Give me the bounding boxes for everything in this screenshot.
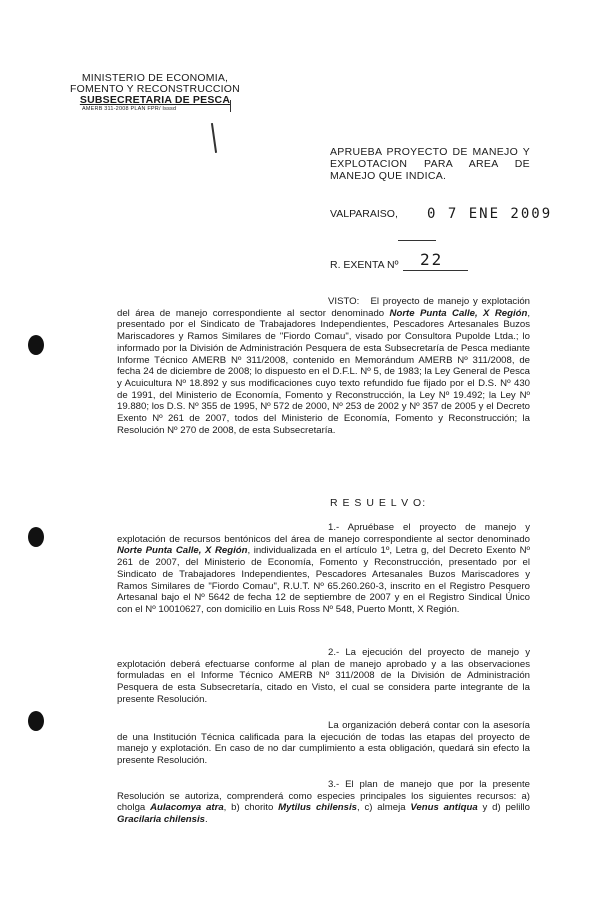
visto-text: El proyecto de manejo y explotación del área de manejo correspondiente al sector denominado	[117, 296, 531, 319]
article-3-text: 3.- El plan de manejo que por la presente Resolución se autoriza, comprenderá como especies principales los siguientes recursos: a) cholga	[117, 779, 530, 814]
article-3	[117, 779, 530, 826]
visto-text-cont: , presentado por el Sindicato de Trabajadores Independientes, Pescadores Artesanales Buzos Mariscadores y Ramos Similares de "Fiordo Comau", visado por Consultora Pupolde Ltda.; lo informado por la División de Administración Pesquera de esta Subsecretaría de Pesca mediante Informe Técnico AMERB Nº 311/2008, contenido en Memorándum AMERB Nº 311/2008, de fecha 24 de diciembre de 2008; lo dispuesto en el D.F.L. Nº 5, de 1983; la Ley General de Pesca y Acuicultura Nº 18.892 y sus modificaciones cuyo texto refundido fue fijado por el D.S. Nº 430 de 1991, del Ministerio de Economía, Fomento y Reconstrucción, la Ley Nº 19.492; la Ley Nº 19.880; los D.S. Nº 355 de 1995, Nº 572 de 2000, Nº 253 de 2002 y Nº 357 de 2005 y el Decreto Exento Nº 261 de 2007, todos del Ministerio de Economía, Fomento y Reconstrucción; la Resolución Nº 270 de 2008, de esta Subsecretaría.	[117, 307, 530, 436]
pen-mark	[211, 123, 217, 153]
visto-label: VISTO:	[328, 296, 360, 307]
organization-paragraph: La organización deberá contar con la asesoría de una Institución Técnica calificada para la ejecución de todas las etapas del proyecto de manejo y explotación. En caso de no dar cumplimiento a esta obligación, quedará sin efecto la presente Resolución.	[117, 720, 530, 767]
article-1-text: 1.- Apruébase el proyecto de manejo y explotación de recursos bentónicos del área de manejo correspondiente al sector denominado	[117, 522, 530, 545]
species-name: Gracilaria chilensis	[117, 814, 205, 826]
sector-name: Norte Punta Calle, X Región	[117, 545, 248, 557]
species-name: Aulacomya atra	[150, 802, 224, 814]
place-label: VALPARAISO,	[330, 208, 398, 220]
species-name: Venus antiqua	[410, 802, 478, 814]
article-3-text: , c) almeja	[357, 802, 411, 814]
article-3-text: .	[205, 814, 208, 826]
species-name: Mytilus chilensis	[278, 802, 358, 814]
sector-name: Norte Punta Calle, X Región	[389, 307, 528, 319]
punch-hole	[28, 711, 44, 731]
date-stamp: 0 7 ENE 2009	[427, 206, 553, 222]
ministry-name: MINISTERIO DE ECONOMIA,	[81, 72, 229, 84]
article-3-text: y d) pelillo	[477, 802, 530, 814]
pen-mark	[230, 100, 231, 112]
punch-hole	[28, 527, 44, 547]
document-reference: AMERB 311-2008 PLAN FPR/ Isssd	[82, 106, 177, 112]
article-2: 2.- La ejecución del proyecto de manejo y explotación deberá efectuarse conforme al plan de manejo aprobado y a las observaciones formuladas en el Informe Técnico AMERB Nº 311/2008 de la División de Administración Pesquera de esta Subsecretaría, citado en Visto, el cual se considera parte integrante de la presente Resolución.	[117, 647, 530, 705]
resolution-number: 22	[420, 250, 444, 269]
number-underline	[403, 270, 468, 271]
article-3-text: , b) chorito	[223, 802, 279, 814]
resolution-label: R. EXENTA Nº	[330, 259, 399, 271]
punch-hole	[28, 335, 44, 355]
article-1-text-cont: , individualizada en el artículo 1º, Letra g, del Decreto Exento Nº 261 de 2007, del Ministerio de Economía, Fomento y Reconstrucción, presentado por el Sindicato de Trabajadores Independientes, Pescadores Artesanales Buzos Mariscadores y Ramos Similares de "Fiordo Comau", R.U.T. Nº 65.260.260-3, inscrito en el Registro Pesquero Artesanal bajo el Nº 5642 de fecha 12 de septiembre de 2007 y en el Registro Sindical Único con el Nº 10010627, con domicilio en Luis Ross Nº 548, Puerto Montt, X Región.	[117, 545, 530, 615]
stamp-line	[398, 240, 436, 241]
subsecretaria-name: SUBSECRETARIA DE PESCA	[79, 94, 231, 106]
article-1	[117, 522, 530, 616]
resuelvo-heading: R E S U E L V O:	[330, 497, 427, 509]
visto-paragraph	[117, 296, 530, 436]
resolution-subject: APRUEBA PROYECTO DE MANEJO Y EXPLOTACION PARA AREA DE MANEJO QUE INDICA.	[330, 146, 530, 182]
ministry-name-2: FOMENTO Y RECONSTRUCCION	[70, 83, 240, 95]
letterhead	[60, 73, 250, 113]
